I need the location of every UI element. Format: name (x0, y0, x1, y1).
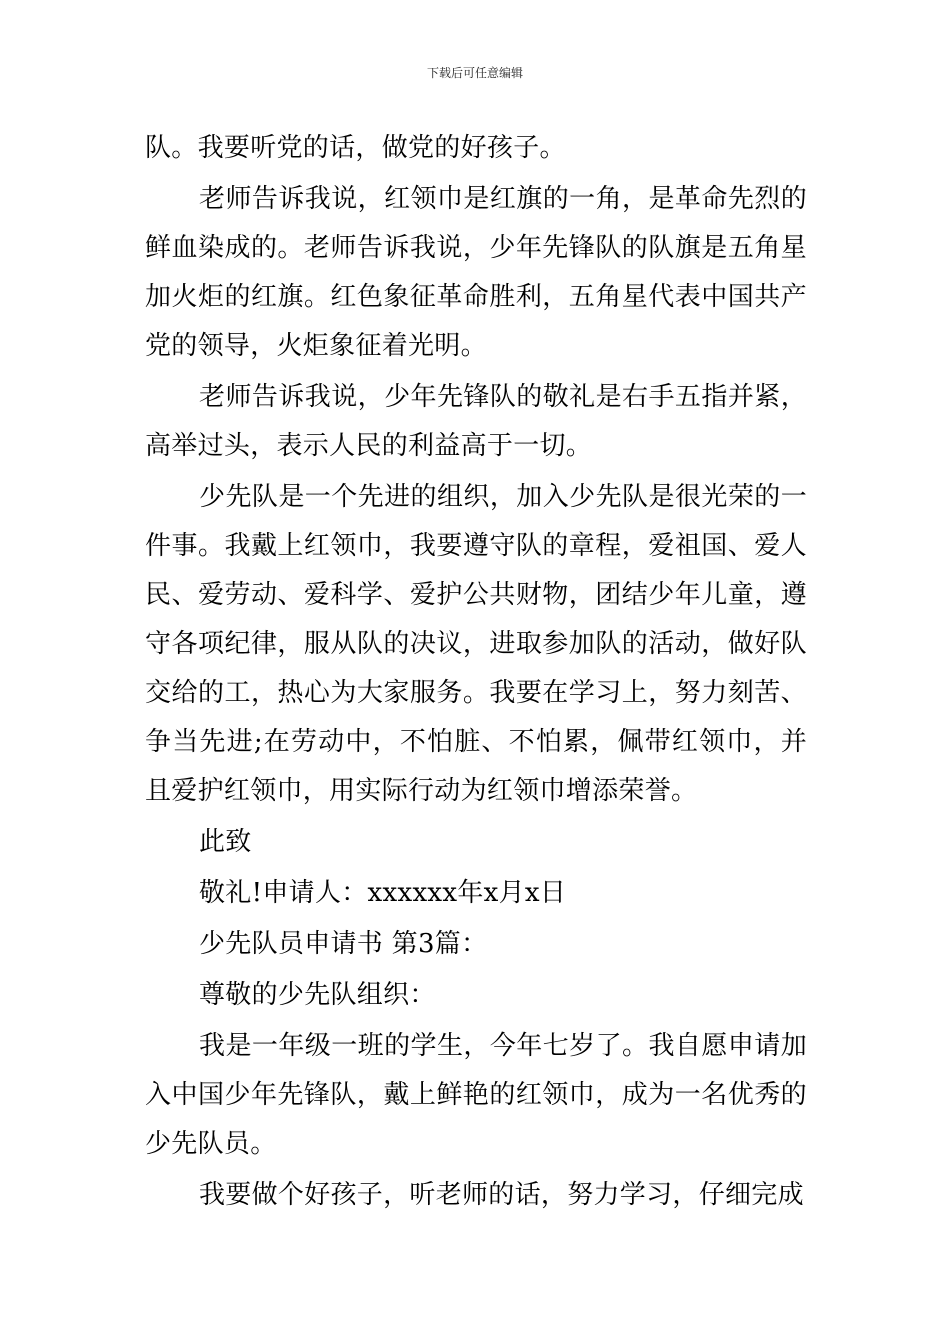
paragraph: 老师告诉我说，红领巾是红旗的一角，是革命先烈的鲜血染成的。老师告诉我说，少年先锋队的队旗是五角星加火炬的红旗。红色象征革命胜利，五角星代表中国共产党的领导，火炬象征着光明。 (145, 184, 807, 361)
salutation: 尊敬的少先队组织： (199, 980, 436, 1010)
closing-line: 此致 (199, 827, 252, 857)
paragraph: 我是一年级一班的学生，今年七岁了。我自愿申请加入中国少年先锋队，戴上鲜艳的红领巾，成为一名优秀的少先队员。 (145, 1031, 807, 1159)
page-header: 下载后可任意编辑 (426, 66, 523, 80)
document-body (145, 124, 807, 1220)
paragraph: 我要做个好孩子，听老师的话，努力学习，仔细完成 (199, 1180, 804, 1210)
paragraph: 老师告诉我说，少年先锋队的敬礼是右手五指并紧，高举过头，表示人民的利益高于一切。 (145, 382, 807, 461)
paragraph: 少先队是一个先进的组织，加入少先队是很光荣的一件事。我戴上红领巾，我要遵守队的章程，爱祖国、爱人民、爱劳动、爱科学、爱护公共财物，团结少年儿童，遵守各项纪律，服从队的决议，进取参加队的活动，做好队交给的工，热心为大家服务。我要在学习上，努力刻苦、争当先进;在劳动中，不怕脏、不怕累，佩带红领巾，并且爱护红领巾，用实际行动为红领巾增添荣誉。 (145, 482, 807, 806)
section-title: 少先队员申请书 第3篇： (199, 929, 488, 959)
signature-line: 敬礼!申请人：xxxxxx年x月x日 (199, 878, 567, 908)
paragraph: 队。我要听党的话，做党的好孩子。 (145, 133, 566, 163)
